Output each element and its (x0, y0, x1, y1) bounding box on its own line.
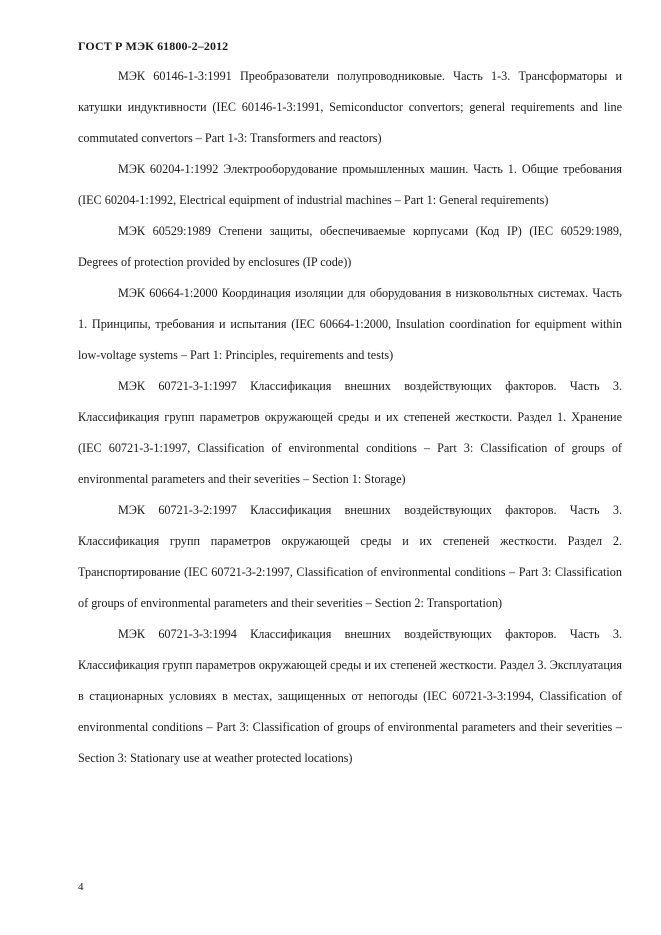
reference-paragraph: МЭК 60721-3-1:1997 Классификация внешних воздействующих факторов. Часть 3. Классификация групп параметров окружающей среды и их степеней жесткости. Раздел 1. Хранение (IEC 60721-3-1:1997, Classification of environmental conditions – Part 3: Classification of groups of environmental parameters and their severities – Section 1: Storage) (78, 379, 622, 486)
reference-paragraph: МЭК 60664-1:2000 Координация изоляции для оборудования в низковольтных системах. Часть 1. Принципы, требования и испытания (IEC 60664-1:2000, Insulation coordination for equipment within low-voltage systems – Part 1: Principles, requirements and tests) (78, 286, 622, 362)
reference-paragraph: МЭК 60721-3-3:1994 Классификация внешних воздействующих факторов. Часть 3. Классификация групп параметров окружающей среды и их степеней жесткости. Раздел 3. Эксплуатация в стационарных условиях в местах, защищенных от непогоды (IEC 60721-3-3:1994, Classification of environmental conditions – Part 3: Classification of groups of environmental parameters and their severities – Section 3: Stationary use at weather protected locations) (78, 627, 622, 765)
reference-paragraph: МЭК 60721-3-2:1997 Классификация внешних воздействующих факторов. Часть 3. Классификация групп параметров окружающей среды и их степеней жесткости. Раздел 2. Транспортирование (IEC 60721-3-2:1997, Classification of environmental conditions – Part 3: Classification of groups of environmental parameters and their severities – Section 2: Transportation) (78, 503, 622, 610)
normative-references-list (78, 61, 622, 774)
document-header: ГОСТ Р МЭК 61800-2–2012 (78, 39, 229, 53)
reference-paragraph: МЭК 60529:1989 Степени защиты, обеспечиваемые корпусами (Код IP) (IEC 60529:1989, Degrees of protection provided by enclosures (IP code)) (78, 224, 622, 269)
reference-paragraph: МЭК 60146-1-3:1991 Преобразователи полупроводниковые. Часть 1-3. Трансформаторы и катушки индуктивности (IEC 60146-1-3:1991, Semiconductor convertors; general requirements and line commutated convertors – Part 1-3: Transformers and reactors) (78, 69, 622, 145)
page-number: 4 (78, 881, 84, 893)
reference-paragraph: МЭК 60204-1:1992 Электрооборудование промышленных машин. Часть 1. Общие требования (IEC 60204-1:1992, Electrical equipment of industrial machines – Part 1: General requirements) (78, 162, 622, 207)
